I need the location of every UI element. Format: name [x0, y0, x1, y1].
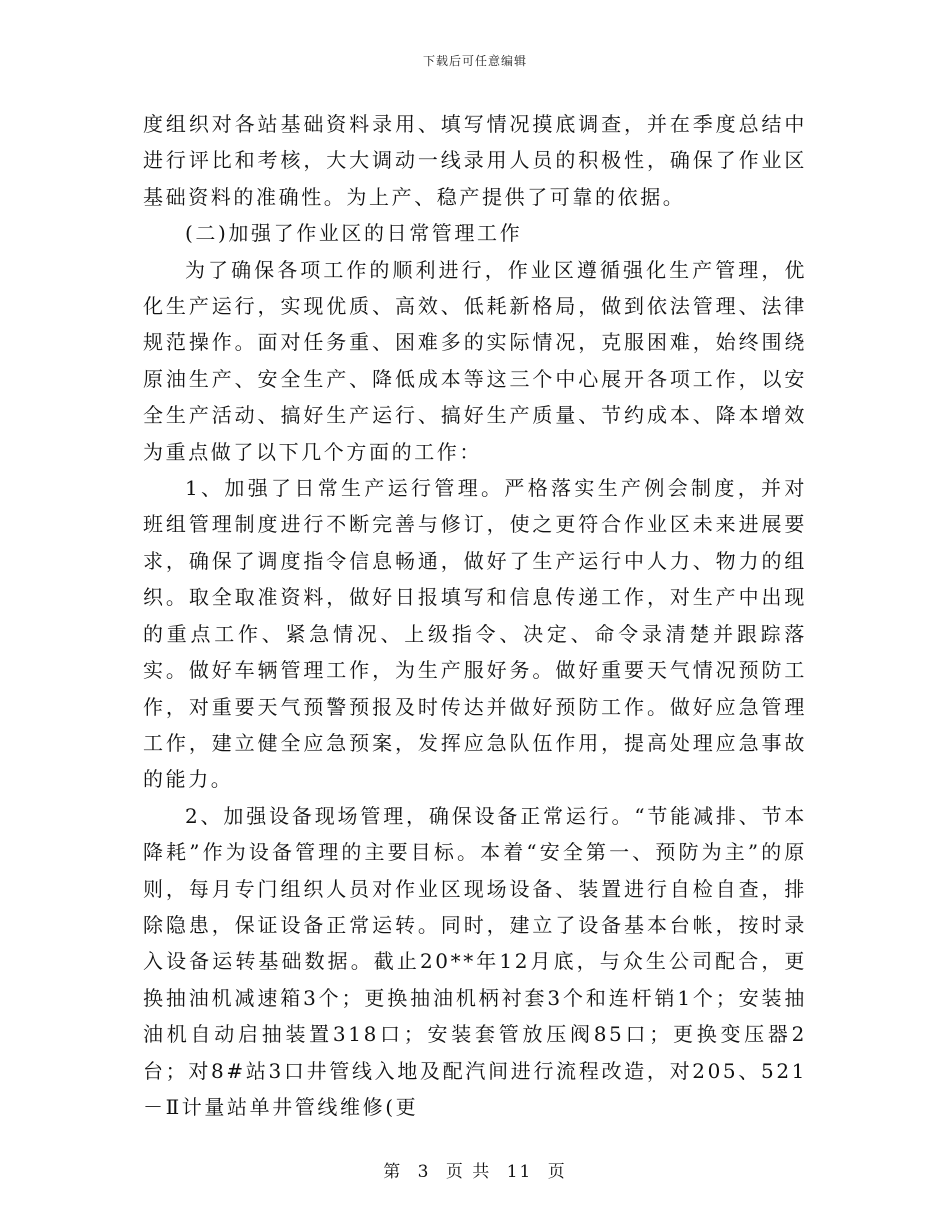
section-heading: (二)加强了作业区的日常管理工作: [185, 221, 523, 246]
page-header: 下载后可任意编辑: [422, 54, 527, 68]
paragraph-3: 1、加强了日常生产运行管理。严格落实生产例会制度，并对班组管理制度进行不断完善与修订，使之更符合作业区未来进展要求，确保了调度指令信息畅通，做好了生产运行中人力、物力的组织。取全取准资料，做好日报填写和信息传递工作，对生产中出现的重点工作、紧急情况、上级指令、决定、命令录清楚并跟踪落实。做好车辆管理工作，为生产服好务。做好重要天气情况预防工作，对重要天气预警预报及时传达并做好预防工作。做好应急管理工作，建立健全应急预案，发挥应急队伍作用，提高处理应急事故的能力。: [143, 476, 807, 792]
paragraph-4: 2、加强设备现场管理，确保设备正常运行。“节能减排、节本降耗”作为设备管理的主要目标。本着“安全第一、预防为主”的原则，每月专门组织人员对作业区现场设备、装置进行自检自查，排除隐患，保证设备正常运转。同时，建立了设备基本台帐，按时录入设备运转基础数据。截止20**年12月底，与众生公司配合，更换抽油机减速箱3个；更换抽油机柄衬套3个和连杆销1个；安装抽油机自动启抽装置318口；安装套管放压阀85口；更换变压器2台；对8#站3口井管线入地及配汽间进行流程改造，对205、521－Ⅱ计量站单井管线维修(更: [143, 803, 807, 1119]
footer-middle: 页 共: [445, 1162, 492, 1182]
footer-suffix: 页: [547, 1162, 567, 1182]
page-number: 3: [417, 1162, 431, 1182]
page-footer: [0, 1157, 950, 1182]
page-total: 11: [506, 1162, 533, 1182]
paragraph-1: 度组织对各站基础资料录用、填写情况摸底调查，并在季度总结中进行评比和考核，大大调动一线录用人员的积极性，确保了作业区基础资料的准确性。为上产、稳产提供了可靠的依据。: [143, 112, 807, 209]
document-body: [143, 106, 807, 1125]
paragraph-2: 为了确保各项工作的顺利进行，作业区遵循强化生产管理，优化生产运行，实现优质、高效、低耗新格局，做到依法管理、法律规范操作。面对任务重、困难多的实际情况，克服困难，始终围绕原油生产、安全生产、降低成本等这三个中心展开各项工作，以安全生产活动、搞好生产运行、搞好生产质量、节约成本、降本增效为重点做了以下几个方面的工作：: [143, 257, 807, 464]
footer-prefix: 第: [383, 1162, 403, 1182]
